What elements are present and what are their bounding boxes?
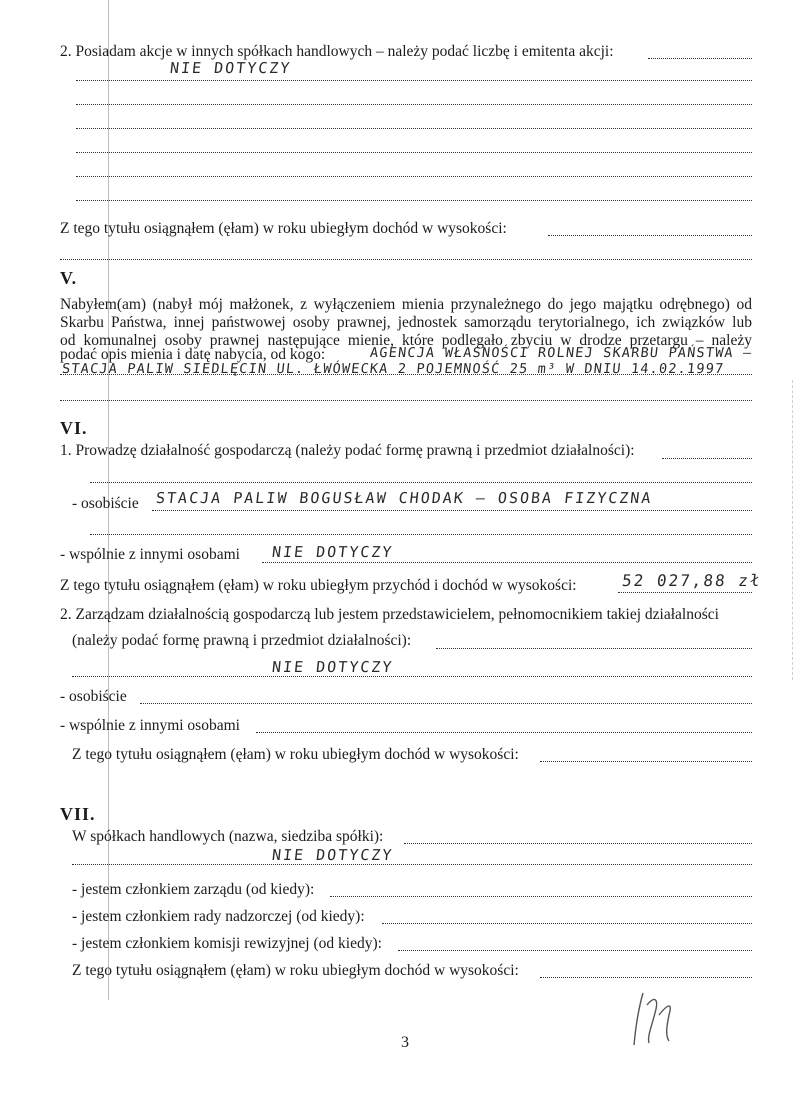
dotted-fill bbox=[262, 562, 752, 563]
dotted-fill bbox=[618, 592, 752, 593]
handwritten-business-personal: STACJA PALIW BOGUSŁAW CHODAK – OSOBA FIZYCZNA bbox=[155, 489, 654, 507]
handwritten-companies: NIE DOTYCZY bbox=[271, 846, 395, 864]
dotted-fill bbox=[548, 235, 752, 236]
dotted-fill bbox=[76, 80, 752, 81]
dotted-fill bbox=[540, 977, 752, 978]
section-v-text-3: od komunalnej osoby prawnej następujące mienie, które podlegało zbyciu w drodze przetargu – należy bbox=[60, 332, 752, 349]
dotted-fill bbox=[90, 534, 752, 535]
dotted-fill bbox=[648, 58, 752, 59]
dotted-fill bbox=[72, 864, 752, 865]
dotted-fill bbox=[76, 176, 752, 177]
board-member-line: - jestem członkiem zarządu (od kiedy): bbox=[72, 881, 315, 898]
supervisory-member-line: - jestem członkiem rady nadzorczej (od kiedy): bbox=[72, 908, 365, 925]
dotted-fill bbox=[436, 648, 752, 649]
management-personal-line: - osobiście bbox=[60, 688, 127, 705]
section-v-text-1: Nabyłem(am) (nabył mój małżonek, z wyłączeniem mienia przynależnego do jego majątku odrębnego) od bbox=[60, 296, 752, 313]
handwritten-shares-answer: NIE DOTYCZY bbox=[169, 59, 293, 77]
dotted-fill bbox=[256, 732, 752, 733]
dotted-fill bbox=[90, 482, 752, 483]
section-heading-v: V. bbox=[60, 268, 78, 288]
management-line: 2. Zarządzam działalnością gospodarczą lub jestem przedstawicielem, pełnomocnikiem takiej działalności bbox=[60, 606, 719, 623]
dotted-fill bbox=[76, 200, 752, 201]
dotted-fill bbox=[60, 400, 752, 401]
dotted-fill bbox=[404, 843, 752, 844]
scan-fold-line bbox=[792, 380, 793, 680]
dotted-fill bbox=[398, 950, 752, 951]
business-jointly-line: - wspólnie z innymi osobami bbox=[60, 546, 240, 563]
handwritten-acquisition-1: AGENCJA WŁASNOŚCI ROLNEJ SKARBU PAŃSTWA – bbox=[369, 345, 754, 361]
section-heading-vi: VI. bbox=[60, 418, 88, 438]
page-number: 3 bbox=[401, 1034, 409, 1051]
handwritten-business-jointly: NIE DOTYCZY bbox=[271, 543, 395, 561]
dotted-fill bbox=[76, 128, 752, 129]
audit-member-line: - jestem członkiem komisji rewizyjnej (od kiedy): bbox=[72, 935, 382, 952]
handwritten-acquisition-2: STACJA PALIW SIEDLĘCIN UL. ŁWÓWECKA 2 POJEMNOŚĆ 25 m³ W DNIU 14.02.1997 bbox=[61, 361, 726, 377]
companies-line: W spółkach handlowych (nazwa, siedziba spółki): bbox=[72, 828, 384, 845]
dotted-fill bbox=[152, 510, 752, 511]
dotted-fill bbox=[540, 761, 752, 762]
management-income-line: Z tego tytułu osiągnąłem (ęłam) w roku ubiegłym dochód w wysokości: bbox=[72, 746, 519, 763]
section-heading-vii: VII. bbox=[60, 804, 96, 824]
management-line-2: (należy podać formę prawną i przedmiot działalności): bbox=[72, 632, 412, 649]
management-jointly-line: - wspólnie z innymi osobami bbox=[60, 717, 240, 734]
handwritten-business-income: 52 027,88 zł bbox=[621, 571, 763, 590]
section-v-text-4: podać opis mienia i datę nabycia, od kogo: bbox=[60, 346, 326, 363]
signature-mark bbox=[625, 985, 685, 1055]
dotted-fill bbox=[76, 104, 752, 105]
shares-income-line: Z tego tytułu osiągnąłem (ęłam) w roku ubiegłym dochód w wysokości: bbox=[60, 220, 507, 237]
section-v-text-2: Skarbu Państwa, innej państwowej osoby prawnej, jednostek samorządu terytorialnego, ich związków lub bbox=[60, 314, 752, 331]
shares-question: 2. Posiadam akcje w innych spółkach handlowych – należy podać liczbę i emitenta akcji: bbox=[60, 43, 614, 60]
dotted-fill bbox=[72, 676, 752, 677]
business-personal-line: - osobiście bbox=[72, 495, 139, 512]
dotted-fill bbox=[330, 896, 752, 897]
handwritten-management: NIE DOTYCZY bbox=[271, 658, 395, 676]
dotted-fill bbox=[140, 703, 752, 704]
business-activity-line: 1. Prowadzę działalność gospodarczą (należy podać formę prawną i przedmiot działalności): bbox=[60, 442, 635, 459]
dotted-fill bbox=[662, 458, 752, 459]
companies-income-line: Z tego tytułu osiągnąłem (ęłam) w roku ubiegłym dochód w wysokości: bbox=[72, 962, 519, 979]
dotted-fill bbox=[382, 923, 752, 924]
business-income-line: Z tego tytułu osiągnąłem (ęłam) w roku ubiegłym przychód i dochód w wysokości: bbox=[60, 577, 577, 594]
dotted-fill bbox=[76, 152, 752, 153]
dotted-fill bbox=[60, 259, 752, 260]
